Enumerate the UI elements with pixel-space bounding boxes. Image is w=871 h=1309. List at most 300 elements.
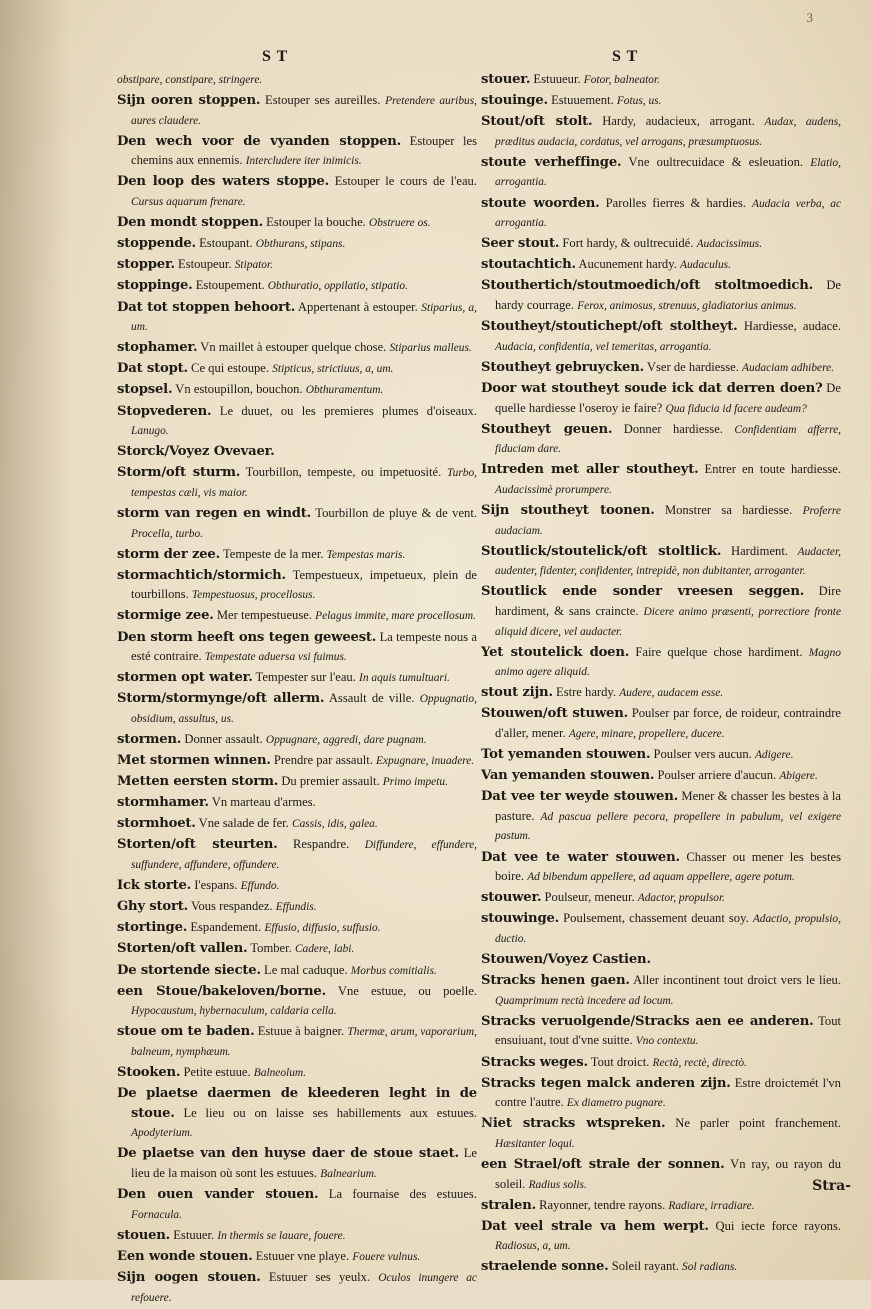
- dutch-headword: Metten eersten storm.: [117, 774, 279, 790]
- latin-gloss: Audacter, audenter, fidenter, confidenter, intrepidè, non dubitanter, arroganter.: [495, 545, 841, 578]
- gutter-shadow: [0, 0, 70, 1280]
- dictionary-entry: [481, 683, 841, 703]
- dutch-headword: stophamer.: [117, 340, 198, 356]
- french-gloss: Tempeste de la mer.: [222, 546, 324, 561]
- latin-gloss: Stipticus, strictiuus, a, um.: [272, 363, 394, 376]
- latin-gloss: Dicere animo præsenti, porrectiore fronte aliquid dicere, vel audacter.: [495, 605, 842, 638]
- latin-gloss: In aquis tumultuari.: [359, 672, 450, 685]
- latin-gloss: Vno contextu.: [635, 1035, 699, 1048]
- dutch-headword: Stooken.: [117, 1065, 181, 1080]
- french-gloss: Hardiment.: [730, 543, 788, 558]
- dictionary-entry: [481, 70, 841, 90]
- dutch-headword: Dat vee te water stouwen.: [481, 849, 680, 865]
- dictionary-entry: [481, 643, 841, 682]
- french-gloss: Estoupeur.: [178, 257, 232, 272]
- french-gloss: Tout droict.: [590, 1054, 650, 1069]
- french-gloss: Vne salade de fer.: [198, 816, 289, 831]
- french-gloss: Estouper la bouche.: [266, 215, 366, 230]
- dutch-headword: Stracks weges.: [481, 1054, 588, 1070]
- dutch-headword: Seer stout.: [481, 236, 560, 252]
- latin-gloss: Ex diametro pugnare.: [566, 1097, 666, 1110]
- dutch-headword: Den ouen vander stouen.: [117, 1187, 319, 1203]
- dictionary-entry: [481, 848, 841, 887]
- dutch-headword: stralen.: [481, 1197, 536, 1213]
- latin-gloss: obstipare, constipare, stringere.: [117, 74, 263, 86]
- french-gloss: Petite estuue.: [183, 1065, 251, 1079]
- running-head-right: S T: [612, 48, 639, 65]
- latin-gloss: Turbo, tempestas cæli, vis maior.: [131, 467, 478, 499]
- dictionary-entry: [117, 463, 477, 502]
- latin-gloss: Abigere.: [779, 770, 818, 783]
- latin-gloss: Tempestuosus, procellosus.: [191, 589, 316, 602]
- dictionary-entry: [117, 689, 477, 728]
- dictionary-entry: [481, 276, 841, 315]
- french-gloss: Le duuet, ou les premieres plumes d'oiseaux.: [219, 403, 477, 418]
- dictionary-entry: [117, 876, 477, 896]
- french-gloss: Tomber.: [250, 941, 292, 956]
- dutch-headword: storm der zee.: [117, 546, 221, 562]
- dutch-headword: stoppinge.: [117, 278, 193, 294]
- latin-gloss: Obstruere os.: [368, 217, 431, 230]
- dictionary-entry: [117, 628, 477, 667]
- dutch-headword: stouwinge.: [481, 911, 560, 927]
- dutch-headword: Sijn stoutheyt toonen.: [481, 502, 655, 518]
- latin-gloss: Quamprimum rectà incedere ad locum.: [495, 994, 674, 1007]
- dutch-headword: stormen opt water.: [117, 670, 253, 686]
- latin-gloss: Effundo.: [240, 880, 280, 893]
- french-gloss: Vn ray, ou rayon du soleil.: [495, 1156, 842, 1191]
- dictionary-entry: [481, 194, 841, 233]
- dictionary-entry: [117, 234, 477, 254]
- latin-gloss: Primo impetu.: [382, 776, 448, 789]
- latin-gloss: Radiare, irradiare.: [668, 1199, 755, 1212]
- french-gloss: Estoupant.: [199, 236, 253, 251]
- french-gloss: Estuueur.: [533, 72, 581, 86]
- dictionary-entry: [481, 234, 841, 254]
- french-gloss: Estouper les chemins aux ennemis.: [131, 133, 477, 168]
- latin-gloss: Audacia, confidentia, vel temeritas, arrogantia.: [495, 340, 712, 353]
- dutch-headword: straelende sonne.: [481, 1259, 609, 1275]
- dictionary-entry: [481, 542, 841, 581]
- latin-gloss: Stiparius malleus.: [389, 342, 472, 355]
- latin-gloss: Apodyterium.: [131, 1127, 193, 1140]
- dutch-headword: stoutachtich.: [481, 257, 576, 273]
- dutch-headword: De stortende siecte.: [117, 962, 261, 978]
- french-gloss: Vser de hardiesse.: [646, 359, 739, 374]
- dictionary-entry: [481, 501, 841, 540]
- french-gloss: Estuuer ses yeulx.: [268, 1269, 371, 1284]
- latin-gloss: Audaculus.: [680, 259, 731, 272]
- dictionary-entry: [481, 950, 841, 970]
- latin-gloss: Diffundere, effundere, suffundere, affundere, offundere.: [131, 839, 477, 872]
- dutch-headword: stoute woorden.: [481, 195, 600, 211]
- french-gloss: Estuuer vne playe.: [255, 1248, 350, 1263]
- latin-gloss: Tempestate aduersa vsi fuimus.: [204, 651, 347, 664]
- french-gloss: Ne parler point franchement.: [675, 1116, 841, 1131]
- french-gloss: Dire hardiment, & sans craincte.: [495, 584, 841, 618]
- french-gloss: Vous respandez.: [190, 899, 273, 914]
- dictionary-entry: [117, 504, 477, 543]
- latin-gloss: Audacissimus.: [696, 238, 763, 251]
- dictionary-entry: [481, 909, 841, 948]
- dictionary-entry: [117, 982, 477, 1021]
- dictionary-entry: [117, 939, 477, 959]
- french-gloss: Assault de ville.: [328, 691, 415, 706]
- dictionary-entry: [117, 172, 477, 211]
- latin-gloss: Pelagus immite, mare procellosum.: [315, 610, 476, 623]
- dutch-headword: Van yemanden stouwen.: [481, 768, 655, 784]
- dictionary-entry: [117, 1144, 477, 1183]
- latin-gloss: Tempestas maris.: [326, 548, 406, 561]
- dutch-headword: Ghy stort.: [117, 899, 189, 915]
- dutch-headword: Intreden met aller stoutheyt.: [481, 462, 699, 478]
- dutch-headword: Met stormen winnen.: [117, 753, 271, 769]
- latin-gloss: Obthurans, stipans.: [255, 238, 346, 251]
- latin-gloss: Audere, audacem esse.: [619, 687, 724, 700]
- french-gloss: Estuuer.: [173, 1227, 215, 1242]
- latin-gloss: Audacia verba, ac arrogantia.: [495, 197, 842, 230]
- dictionary-entry: [117, 298, 477, 337]
- dictionary-entry: [481, 766, 841, 786]
- latin-gloss: Elatio, arrogantia.: [495, 156, 841, 189]
- french-gloss: Parolles fierres & hardies.: [605, 195, 746, 210]
- dictionary-entry: [117, 566, 477, 605]
- dutch-headword: stoute verheffinge.: [481, 154, 622, 170]
- dutch-headword: Sijn oogen stouen.: [117, 1269, 261, 1285]
- dictionary-entry: [481, 745, 841, 765]
- french-gloss: La fournaise des estuues.: [328, 1187, 477, 1202]
- latin-gloss: Intercludere iter inimicis.: [245, 155, 362, 168]
- dictionary-entry: [481, 420, 841, 459]
- french-gloss: Tempestueux, impetueux, plein de tourbillons.: [131, 567, 477, 602]
- catchword: Stra-: [812, 1178, 851, 1194]
- dictionary-entry: [117, 814, 477, 834]
- dutch-headword: stormachtich/stormich.: [117, 567, 286, 583]
- dictionary-entry: [481, 358, 841, 378]
- french-gloss: Poulser par force, de roideur, contraindre d'aller, mener.: [495, 706, 842, 740]
- latin-gloss: Balneolum.: [253, 1067, 306, 1079]
- dutch-headword: stormen.: [117, 732, 182, 747]
- french-gloss: Respandre.: [292, 837, 350, 852]
- dictionary-entry: [117, 276, 477, 296]
- dutch-headword: Stout/oft stolt.: [481, 114, 593, 130]
- dutch-headword: stopsel.: [117, 382, 173, 398]
- latin-gloss: Pretendere auribus, aures claudere.: [131, 95, 478, 127]
- latin-gloss: Magno animo agere aliquid.: [495, 646, 841, 679]
- french-gloss: Estoupement.: [195, 278, 265, 293]
- latin-gloss: Fornacula.: [131, 1208, 182, 1221]
- french-gloss: Qui iecte force rayons.: [715, 1218, 841, 1233]
- dictionary-entry: [481, 460, 841, 499]
- dutch-headword: Stracks veruolgende/Stracks aen ee anderen.: [481, 1013, 814, 1029]
- french-gloss: Tourbillon, tempeste, ou impetuosité.: [245, 465, 442, 480]
- dictionary-entry: [481, 1012, 841, 1051]
- latin-gloss: Morbus comitialis.: [350, 964, 437, 977]
- latin-gloss: Thermæ, arum, vaporarium, balneum, nymphæum.: [131, 1026, 477, 1058]
- dictionary-entry: [481, 379, 841, 418]
- dictionary-entry: [117, 545, 477, 565]
- french-gloss: Prendre par assault.: [273, 753, 373, 768]
- dutch-headword: Den wech voor de vyanden stoppen.: [117, 133, 402, 149]
- latin-gloss: Confidentiam afferre, fiduciam dare.: [495, 423, 841, 456]
- french-gloss: Vne estuue, ou poelle.: [337, 983, 478, 998]
- french-gloss: Le lieu ou on laisse ses habillements aux estuues.: [183, 1105, 477, 1120]
- dutch-headword: Stopvederen.: [117, 403, 212, 419]
- latin-gloss: Cadere, labi.: [294, 943, 355, 956]
- dictionary-entry: [117, 835, 477, 874]
- dictionary-entry: [117, 772, 477, 792]
- dictionary-entry: [481, 1257, 841, 1277]
- dictionary-entry: [481, 1217, 841, 1256]
- dutch-headword: Storten/oft vallen.: [117, 941, 248, 957]
- dictionary-entry: [481, 888, 841, 908]
- dictionary-entry: [117, 730, 477, 750]
- dutch-headword: Stracks henen gaen.: [481, 973, 630, 989]
- dutch-headword: stoue om te baden.: [117, 1024, 255, 1040]
- french-gloss: De hardy courrage.: [495, 278, 841, 313]
- french-gloss: Mener & chasser les bestes à la pasture.: [495, 789, 841, 823]
- french-gloss: Le lieu de la maison où sont les estuues.: [131, 1146, 477, 1180]
- dutch-headword: Stracks tegen malck anderen zijn.: [481, 1075, 731, 1091]
- french-gloss: Estuue à baigner.: [257, 1024, 345, 1039]
- dictionary-entry: [117, 751, 477, 771]
- dictionary-entry: [117, 918, 477, 938]
- french-gloss: Tout ensuiuant, tout d'vne suitte.: [495, 1013, 842, 1048]
- latin-gloss: Adigere.: [754, 749, 794, 762]
- french-gloss: Entrer en toute hardiesse.: [704, 462, 841, 477]
- dictionary-entry: [481, 1196, 841, 1216]
- dutch-headword: Dat veel strale va hem werpt.: [481, 1218, 709, 1234]
- french-gloss: La tempeste nous a esté contraire.: [131, 629, 478, 664]
- french-gloss: Poulser vers aucun.: [653, 747, 752, 762]
- dictionary-entry: [117, 1022, 477, 1061]
- latin-gloss: Agere, minare, propellere, ducere.: [568, 728, 725, 740]
- french-gloss: Appertenant à estouper.: [297, 299, 418, 314]
- latin-gloss: Balnearium.: [320, 1167, 377, 1180]
- dutch-headword: Stouthertich/stoutmoedich/oft stoltmoedich.: [481, 278, 814, 294]
- french-gloss: Estuuement.: [551, 93, 614, 108]
- latin-gloss: Fotor, balneator.: [583, 74, 661, 86]
- dictionary-entry: [117, 1268, 477, 1307]
- dictionary-entry: [117, 380, 477, 400]
- dictionary-entry: [117, 70, 477, 90]
- dutch-headword: De plaetse daermen de kleederen leght in de stoue.: [117, 1086, 477, 1121]
- french-gloss: Aller incontinent tout droict vers le lieu.: [633, 973, 841, 988]
- dictionary-entry: [117, 255, 477, 275]
- dictionary-entry: [481, 1155, 841, 1194]
- dictionary-entry: [481, 787, 841, 846]
- dutch-headword: Storten/oft steurten.: [117, 837, 278, 853]
- dutch-headword: Storck/Voyez Ovevaer.: [117, 444, 275, 460]
- dictionary-entry: [117, 606, 477, 626]
- french-gloss: Tourbillon de pluye & de vent.: [315, 505, 477, 520]
- dictionary-entry: [481, 1074, 841, 1113]
- dutch-headword: stouer.: [481, 72, 531, 87]
- dutch-headword: Dat tot stoppen behoort.: [117, 299, 296, 315]
- latin-gloss: In thermis se lauare, fouere.: [217, 1229, 346, 1242]
- french-gloss: Vn estoupillon, bouchon.: [175, 382, 303, 397]
- french-gloss: Poulseur, meneur.: [544, 890, 635, 905]
- dutch-headword: een Stoue/bakeloven/borne.: [117, 983, 327, 999]
- latin-gloss: Proferre audaciam.: [495, 504, 841, 537]
- french-gloss: Vn marteau d'armes.: [211, 795, 316, 810]
- dutch-headword: stouinge.: [481, 93, 548, 109]
- dutch-headword: storm van regen en windt.: [117, 505, 312, 521]
- dutch-headword: stormhamer.: [117, 795, 209, 811]
- right-column: [481, 70, 841, 1279]
- latin-gloss: Stiparius, a, um.: [131, 301, 477, 334]
- french-gloss: Vne oultrecuidace & esleuation.: [628, 154, 804, 169]
- latin-gloss: Hypocaustum, hybernaculum, caldaria cella.: [131, 1005, 337, 1018]
- dictionary-entry: [117, 668, 477, 688]
- latin-gloss: Ferox, animosus, strenuus, gladiatorius animus.: [577, 300, 797, 313]
- latin-gloss: Ad pascua pellere pecora, propellere in pabulum, vel exigere pastum.: [495, 810, 841, 843]
- latin-gloss: Effundis.: [275, 901, 317, 914]
- dictionary-entry: [117, 961, 477, 981]
- dictionary-entry: [481, 1053, 841, 1073]
- french-gloss: Tempester sur l'eau.: [255, 670, 356, 685]
- french-gloss: Donner hardiesse.: [623, 421, 723, 436]
- french-gloss: Ce qui estoupe.: [191, 361, 270, 376]
- french-gloss: Donner assault.: [184, 732, 263, 746]
- dutch-headword: Stouwen/oft stuwen.: [481, 706, 629, 722]
- dictionary-entry: [117, 793, 477, 813]
- dutch-headword: stouen.: [117, 1227, 171, 1243]
- latin-gloss: Cassis, idis, galea.: [291, 818, 378, 831]
- latin-gloss: Hæsitanter loqui.: [495, 1137, 575, 1150]
- latin-gloss: Qua fiducia id facere audeam?: [665, 402, 807, 415]
- left-column: [117, 70, 477, 1309]
- dutch-headword: Yet stoutelick doen.: [481, 644, 630, 660]
- dutch-headword: Een wonde stouen.: [117, 1248, 253, 1264]
- dutch-headword: stortinge.: [117, 920, 188, 936]
- dictionary-entry: [481, 317, 841, 356]
- french-gloss: Estre droictemét l'vn contre l'autre.: [495, 1075, 841, 1110]
- running-head-left: S T: [262, 48, 289, 65]
- dutch-headword: Storm/stormynge/oft allerm.: [117, 691, 325, 707]
- french-gloss: Hardiesse, audace.: [743, 319, 842, 334]
- latin-gloss: Stipator.: [234, 259, 274, 272]
- latin-gloss: Obthuramentum.: [305, 384, 384, 397]
- dutch-headword: Tot yemanden stouwen.: [481, 747, 651, 763]
- dictionary-entry: [117, 1063, 477, 1083]
- dutch-headword: Niet stracks wtspreken.: [481, 1116, 666, 1132]
- dutch-headword: Den storm heeft ons tegen geweest.: [117, 629, 377, 645]
- french-gloss: Du premier assault.: [281, 774, 380, 789]
- dutch-headword: De plaetse van den huyse daer de stoue staet.: [117, 1146, 459, 1162]
- latin-gloss: Lanugo.: [131, 425, 169, 438]
- french-gloss: Fort hardy, & oultrecuidé.: [562, 236, 694, 251]
- french-gloss: Hardy, audacieux, arrogant.: [602, 114, 755, 129]
- dutch-headword: Sijn ooren stoppen.: [117, 93, 261, 109]
- dictionary-entry: [117, 213, 477, 233]
- dictionary-entry: [481, 1114, 841, 1153]
- dutch-headword: Door wat stoutheyt soude ick dat derren doen?: [481, 380, 823, 396]
- dictionary-entry: [117, 402, 477, 441]
- latin-gloss: Expugnare, inuadere.: [376, 755, 475, 768]
- french-gloss: Espandement.: [190, 920, 262, 935]
- latin-gloss: Oppugnatio, obsidium, assultus, us.: [131, 693, 477, 725]
- latin-gloss: Audaciam adhibere.: [742, 361, 834, 374]
- french-gloss: Soleil rayant.: [611, 1259, 679, 1274]
- latin-gloss: Fouere vulnus.: [352, 1250, 421, 1263]
- dutch-headword: Ick storte.: [117, 878, 192, 894]
- page-corner-mark: 3: [806, 10, 813, 25]
- latin-gloss: Oppugnare, aggredi, dare pugnam.: [265, 734, 427, 746]
- latin-gloss: Oculos inungere ac refouere.: [131, 1271, 477, 1304]
- dutch-headword: Stoutlick ende sonder vreesen seggen.: [481, 584, 805, 600]
- dictionary-entry: [117, 359, 477, 379]
- dictionary-entry: [481, 112, 841, 151]
- french-gloss: Le mal caduque.: [264, 962, 348, 977]
- latin-gloss: Ad bibendum appellere, ad aquam appellere, agere potum.: [527, 871, 795, 884]
- french-gloss: Poulser arriere d'aucun.: [657, 768, 777, 783]
- dictionary-entry: [117, 897, 477, 917]
- dutch-headword: stopper.: [117, 257, 175, 273]
- dictionary-entry: [481, 971, 841, 1010]
- dictionary-entry: [481, 153, 841, 192]
- dutch-headword: Stoutheyt/stoutichept/oft stoltheyt.: [481, 319, 738, 335]
- french-gloss: Estre hardy.: [556, 685, 617, 700]
- dutch-headword: Stoutheyt geuen.: [481, 421, 613, 437]
- latin-gloss: Effusio, diffusio, suffusio.: [264, 922, 381, 935]
- dutch-headword: stoppende.: [117, 236, 196, 252]
- french-gloss: Faire quelque chose hardiment.: [635, 644, 803, 659]
- latin-gloss: Fotus, us.: [616, 95, 662, 108]
- latin-gloss: Audacissimè prorumpere.: [495, 483, 612, 496]
- dictionary-entry: [117, 132, 477, 171]
- dutch-headword: stormhoet.: [117, 816, 196, 832]
- french-gloss: I'espans.: [194, 878, 238, 893]
- dictionary-entry: [117, 1226, 477, 1246]
- dictionary-entry: [117, 338, 477, 358]
- dictionary-entry: [117, 1084, 477, 1143]
- dictionary-entry: [117, 1247, 477, 1267]
- dictionary-entry: [117, 442, 477, 462]
- french-gloss: Chasser ou mener les bestes boire.: [495, 849, 841, 884]
- dutch-headword: Den mondt stoppen.: [117, 215, 263, 231]
- french-gloss: Mer tempestueuse.: [216, 608, 312, 623]
- latin-gloss: Procella, turbo.: [131, 527, 204, 540]
- latin-gloss: Adactio, propulsio, ductio.: [495, 913, 841, 945]
- dutch-headword: Stoutlick/stoutelick/oft stoltlick.: [481, 543, 722, 559]
- french-gloss: De quelle hardiesse l'oseroy ie faire?: [495, 380, 841, 415]
- dutch-headword: een Strael/oft strale der sonnen.: [481, 1156, 725, 1172]
- latin-gloss: Rectà, rectè, directò.: [652, 1056, 747, 1069]
- latin-gloss: Radius solis.: [528, 1178, 587, 1191]
- dictionary-entry: [481, 704, 841, 743]
- french-gloss: Monstrer sa hardiesse.: [664, 502, 793, 517]
- dutch-headword: stout zijn.: [481, 685, 553, 701]
- latin-gloss: Adactor, propulsor.: [637, 892, 726, 905]
- dutch-headword: Dat stopt.: [117, 361, 188, 377]
- latin-gloss: Obthuratio, oppilatio, stipatio.: [267, 280, 408, 293]
- french-gloss: Aucunement hardy.: [578, 257, 677, 272]
- french-gloss: Estouper le cours de l'eau.: [334, 174, 477, 189]
- french-gloss: Poulsement, chassement deuant soy.: [563, 911, 749, 926]
- dutch-headword: Stoutheyt gebruycken.: [481, 359, 644, 375]
- dutch-headword: Dat vee ter weyde stouwen.: [481, 789, 678, 805]
- dictionary-entry: [117, 1185, 477, 1224]
- latin-gloss: Audax, audens, præditus audacia, cordatus, vel arrogans, præsumptuosus.: [495, 116, 841, 148]
- dutch-headword: Storm/oft sturm.: [117, 465, 241, 481]
- latin-gloss: Cursus aquarum frenare.: [131, 196, 246, 209]
- dictionary-entry: [481, 255, 841, 275]
- dutch-headword: Den loop des waters stoppe.: [117, 174, 329, 190]
- dictionary-entry: [481, 582, 841, 641]
- french-gloss: Estouper ses aureilles.: [265, 93, 381, 108]
- dictionary-entry: [481, 91, 841, 111]
